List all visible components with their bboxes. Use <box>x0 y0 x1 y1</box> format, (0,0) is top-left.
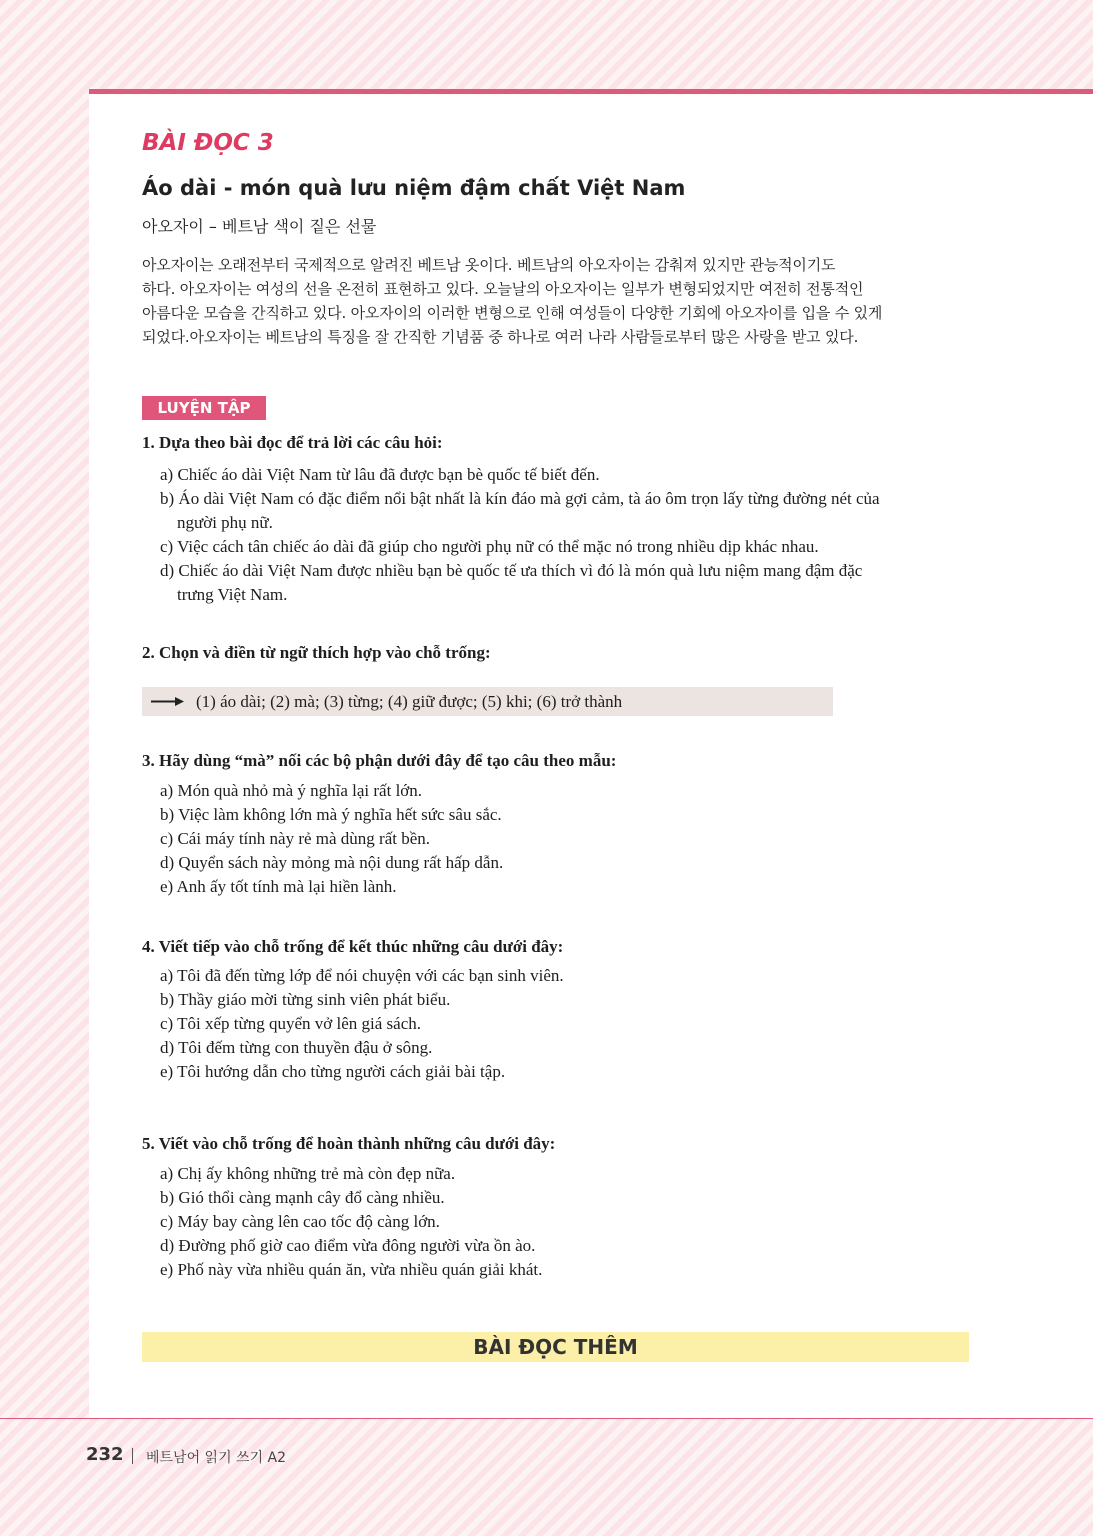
question-4-item: a) Tôi đã đến từng lớp để nói chuyện với các bạn sinh viên. <box>160 966 564 985</box>
footer-separator <box>132 1448 133 1464</box>
passage-line: 되었다.아오자이는 베트남의 특징을 잘 간직한 기념품 중 하나로 여러 나라 사람들로부터 많은 사랑을 받고 있다. <box>142 328 859 346</box>
title-korean: 아오자이 – 베트남 색이 짙은 선물 <box>142 217 377 236</box>
question-5-item: b) Gió thổi càng mạnh cây đổ càng nhiều. <box>160 1188 445 1207</box>
question-1-item-d: d) Chiếc áo dài Việt Nam được nhiều bạn bè quốc tế ưa thích vì đó là món quà lưu niệm mang đậm đặc <box>160 561 863 580</box>
question-5-item: d) Đường phố giờ cao điểm vừa đông người vừa ồn ào. <box>160 1236 536 1255</box>
answer-box <box>142 687 833 716</box>
question-3-heading: 3. Hãy dùng “mà” nối các bộ phận dưới đây để tạo câu theo mẫu: <box>142 751 617 770</box>
question-1-item-c: c) Việc cách tân chiếc áo dài đã giúp cho người phụ nữ có thể mặc nó trong nhiều dịp khác nhau. <box>160 537 819 556</box>
title-vietnamese: Áo dài - món quà lưu niệm đậm chất Việt Nam <box>142 176 686 200</box>
question-1-item-b-cont: người phụ nữ. <box>177 513 273 532</box>
passage-line: 아름다운 모습을 간직하고 있다. 아오자이의 이러한 변형으로 인해 여성들이 다양한 기회에 아오자이를 입을 수 있게 <box>142 304 883 322</box>
extra-reading-banner: BÀI ĐỌC THÊM <box>142 1332 969 1362</box>
question-2-heading: 2. Chọn và điền từ ngữ thích hợp vào chỗ trống: <box>142 643 491 662</box>
question-5-item: c) Máy bay càng lên cao tốc độ càng lớn. <box>160 1212 440 1231</box>
question-4-item: c) Tôi xếp từng quyển vở lên giá sách. <box>160 1014 422 1033</box>
question-5-item: a) Chị ấy không những trẻ mà còn đẹp nữa. <box>160 1164 456 1183</box>
reading-passage <box>142 253 972 349</box>
question-3-item: a) Món quà nhỏ mà ý nghĩa lại rất lớn. <box>160 781 423 800</box>
question-4-item: e) Tôi hướng dẫn cho từng người cách giải bài tập. <box>160 1062 506 1081</box>
question-4-heading: 4. Viết tiếp vào chỗ trống để kết thúc những câu dưới đây: <box>142 937 564 956</box>
lesson-title: BÀI ĐỌC 3 <box>142 130 274 156</box>
question-3-item: b) Việc làm không lớn mà ý nghĩa hết sức sâu sắc. <box>160 805 502 824</box>
question-1-heading: 1. Dựa theo bài đọc để trả lời các câu hỏi: <box>142 433 443 452</box>
answer-text: (1) áo dài; (2) mà; (3) từng; (4) giữ được; (5) khi; (6) trở thành <box>196 692 623 711</box>
question-3-item: d) Quyển sách này mỏng mà nội dung rất hấp dẫn. <box>160 853 504 872</box>
page-number: 232 <box>86 1444 124 1465</box>
question-1-item-b: b) Áo dài Việt Nam có đặc điểm nổi bật nhất là kín đáo mà gợi cảm, tà áo ôm trọn lấy từng đường nét của <box>160 489 880 508</box>
question-4-item: b) Thầy giáo mời từng sinh viên phát biểu. <box>160 990 451 1009</box>
footer-divider <box>0 1418 1093 1419</box>
question-5-item: e) Phố này vừa nhiều quán ăn, vừa nhiều quán giải khát. <box>160 1260 543 1279</box>
question-3-item: c) Cái máy tính này rẻ mà dùng rất bền. <box>160 829 431 848</box>
practice-badge: LUYỆN TẬP <box>142 396 266 420</box>
question-5-heading: 5. Viết vào chỗ trống để hoàn thành những câu dưới đây: <box>142 1134 556 1153</box>
book-title: 베트남어 읽기 쓰기 A2 <box>146 1450 287 1466</box>
passage-line: 하다. 아오자이는 여성의 선을 온전히 표현하고 있다. 오늘날의 아오자이는 일부가 변형되었지만 여전히 전통적인 <box>142 280 864 298</box>
question-3-item: e) Anh ấy tốt tính mà lại hiền lành. <box>160 877 397 896</box>
question-4-item: d) Tôi đếm từng con thuyền đậu ở sông. <box>160 1038 433 1057</box>
question-1-item-a: a) Chiếc áo dài Việt Nam từ lâu đã được bạn bè quốc tế biết đến. <box>160 465 600 484</box>
question-1-item-d-cont: trưng Việt Nam. <box>177 585 288 604</box>
passage-line: 아오자이는 오래전부터 국제적으로 알려진 베트남 옷이다. 베트남의 아오자이는 감춰져 있지만 관능적이기도 <box>142 256 836 274</box>
arrow-right-icon <box>147 687 185 716</box>
